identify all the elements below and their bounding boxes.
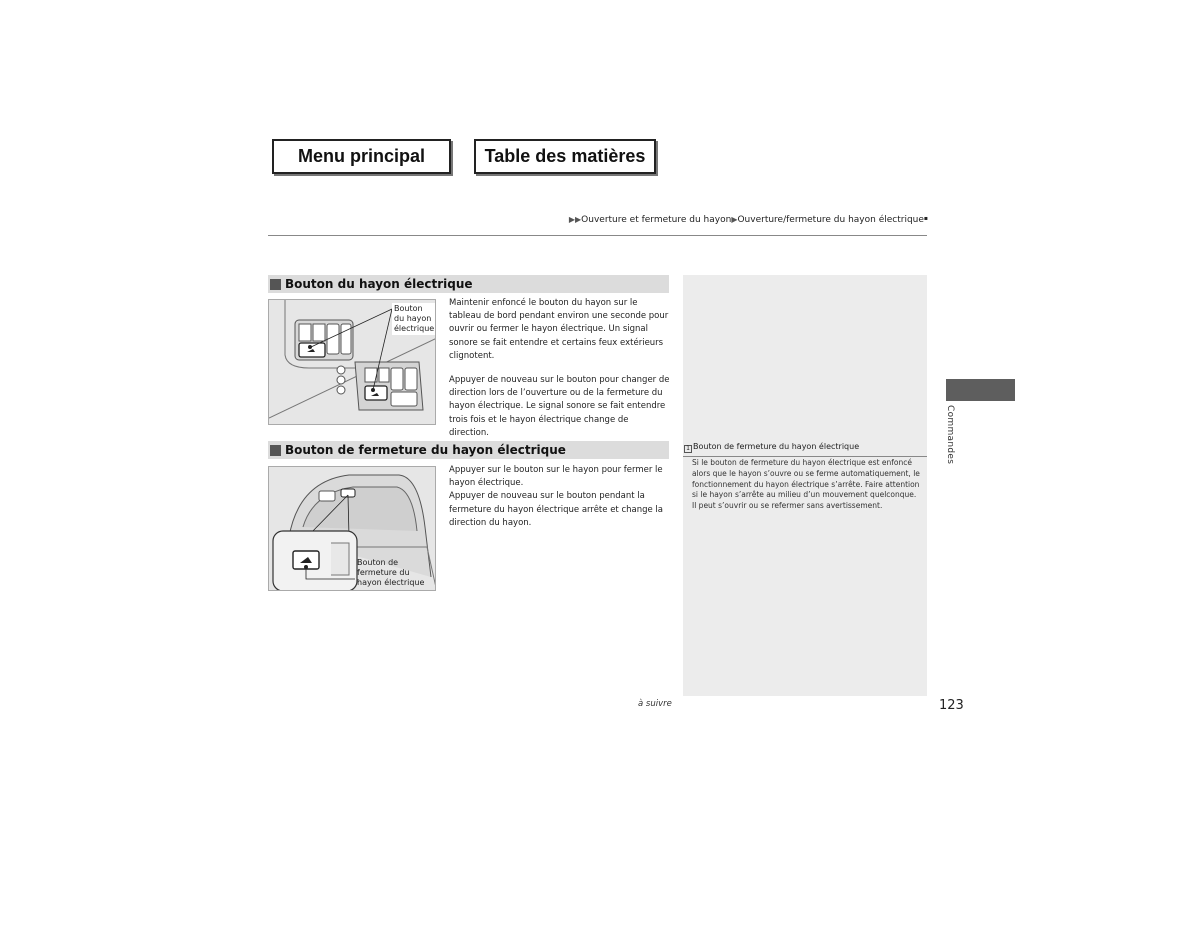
breadcrumb-ref-marker: ▪ xyxy=(923,215,928,222)
dashboard-button-illustration xyxy=(268,299,436,425)
sidebar-note-title xyxy=(683,442,927,457)
sidebar-note-title-text: Bouton de fermeture du hayon électrique xyxy=(693,442,860,451)
table-of-contents-button[interactable]: Table des matières xyxy=(474,139,656,174)
reference-icon: 1 xyxy=(684,445,692,453)
chapter-tab-marker[interactable] xyxy=(946,379,1015,401)
chapter-tab-label[interactable]: Commandes xyxy=(945,405,955,465)
breadcrumb-arrow-icon: ▶▶ xyxy=(568,215,582,224)
instruction-paragraph: Maintenir enfoncé le bouton du hayon sur le tableau de bord pendant environ une seconde pour ouvrir ou fermer le hayon électrique. Un signal sonore se fait entendre et certains feux extérieurs clignotent. xyxy=(449,298,669,361)
sidebar-note-text: Si le bouton de fermeture du hayon électrique est enfoncé alors que le hayon s’ouvre ou se ferme automatiquement, le fonctionnement du hayon électrique s’arrête. Faire attention si le hayon s’arrête au milieu d’un mouvement quelconque. Il peut s’ouvrir ou se refermer sans avertissement. xyxy=(692,458,920,511)
main-menu-button[interactable]: Menu principal xyxy=(272,139,451,174)
instruction-paragraph: Appuyer sur le bouton sur le hayon pour fermer le hayon électrique. Appuyer de nouveau sur le bouton pendant la fermeture du hayon électrique arrête et change la direction du hayon. xyxy=(449,465,664,528)
continued-label: à suivre xyxy=(638,699,672,709)
page-number: 123 xyxy=(939,698,964,713)
tailgate-button-illustration xyxy=(268,466,436,591)
breadcrumb-item-tailgate[interactable]: Ouverture et fermeture du hayon xyxy=(581,215,732,225)
section-header-tailgate-close-button xyxy=(268,441,669,459)
section-header-power-tailgate-button xyxy=(268,275,669,293)
breadcrumb-arrow-icon: ▶ xyxy=(731,215,738,224)
section-title: Bouton de fermeture du hayon électrique xyxy=(285,443,566,457)
breadcrumb xyxy=(569,215,928,225)
section-title: Bouton du hayon électrique xyxy=(285,277,473,291)
section-marker-icon xyxy=(270,279,281,290)
breadcrumb-item-power-tailgate[interactable]: Ouverture/fermeture du hayon électrique xyxy=(737,215,924,225)
figure-callout-label: Bouton du hayon électrique xyxy=(394,304,435,333)
figure-callout-label: Bouton de fermeture du hayon électrique xyxy=(357,558,425,587)
instruction-paragraph: Appuyer de nouveau sur le bouton pour changer de direction lors de l’ouverture ou de la fermeture du hayon électrique. Le signal sonore se fait entendre trois fois et le hayon électrique change de direction. xyxy=(449,375,670,438)
section-marker-icon xyxy=(270,445,281,456)
header-divider xyxy=(268,235,927,236)
